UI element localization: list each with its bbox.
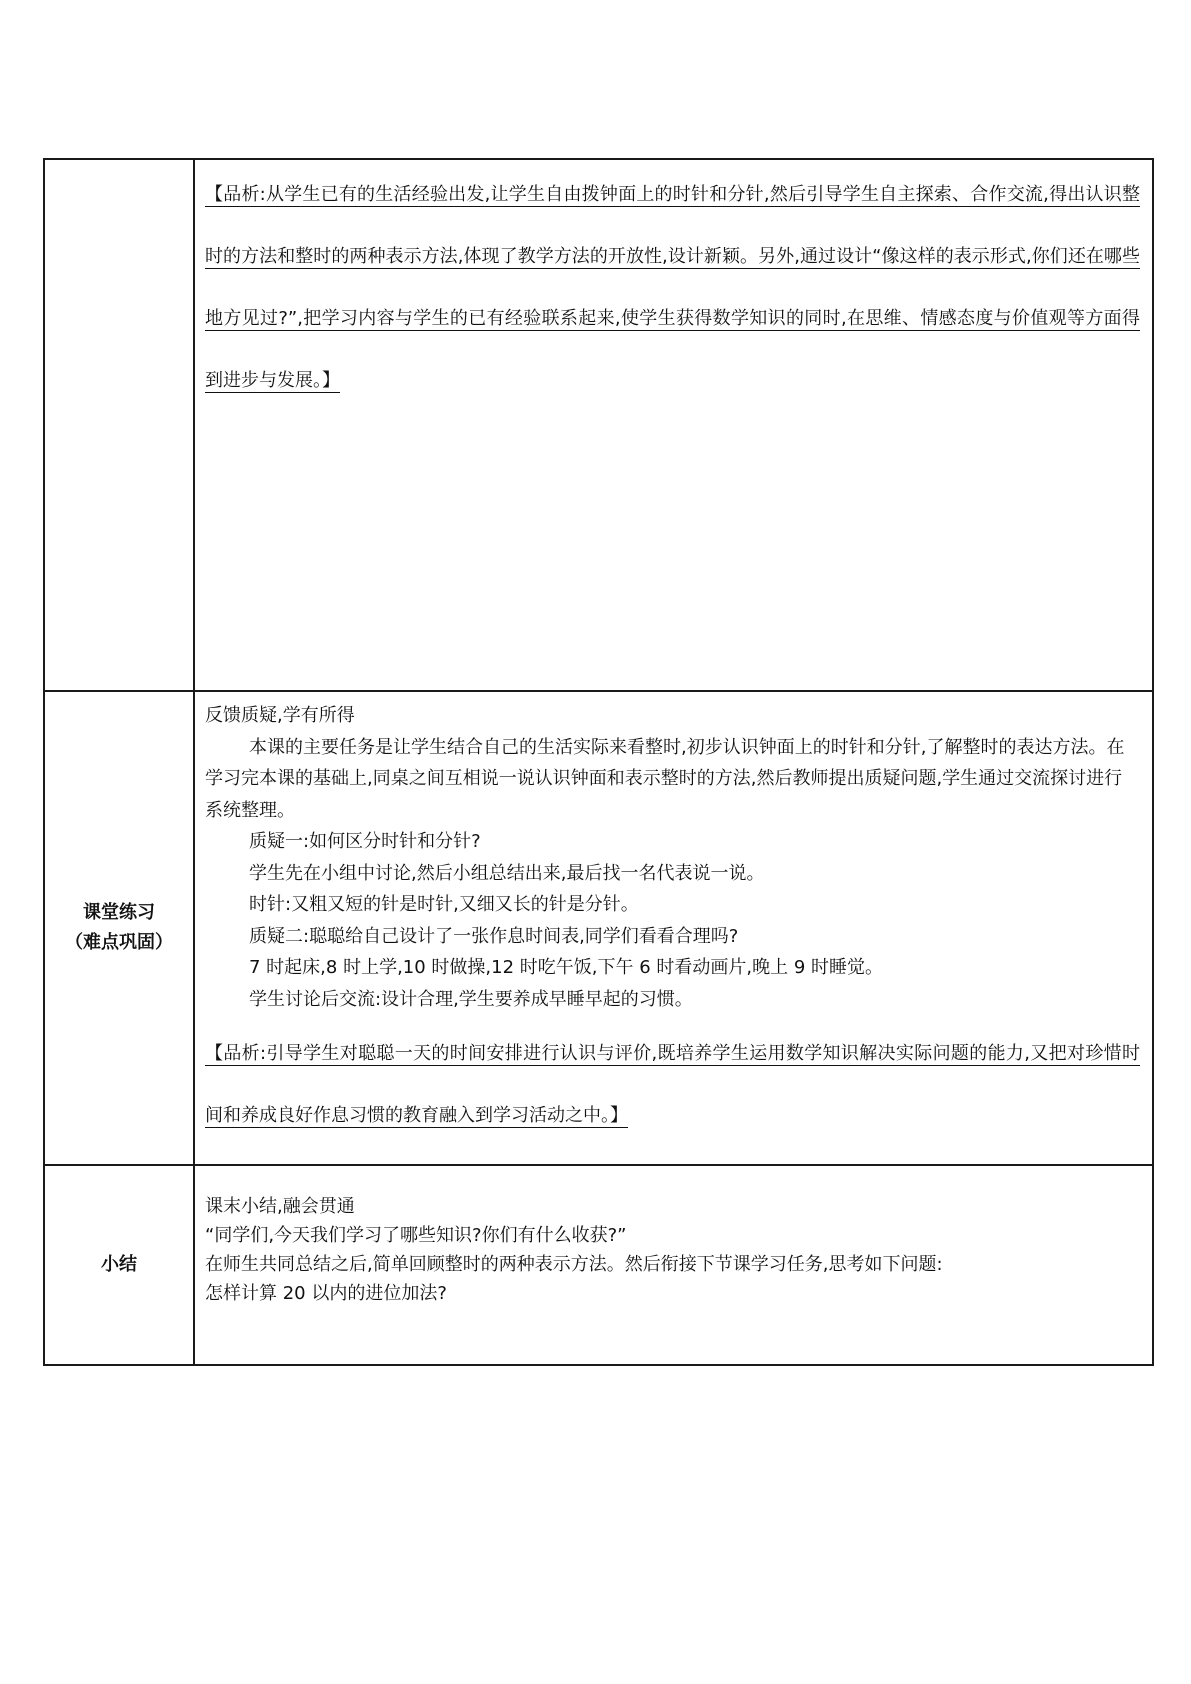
table-row-practice — [44, 691, 1153, 1165]
analysis-note-1: 【品析:从学生已有的生活经验出发,让学生自由拨钟面上的时针和分针,然后引导学生自主探索、合作交流,得出认识整时的方法和整时的两种表示方法,体现了教学方法的开放性,设计新颖。另外,通过设计“像这样的表示形式,你们还在哪些地方见过?”,把学习内容与学生的已有经验联系起来,使学生获得数学知识的同时,在思维、情感态度与价值观等方面得到进步与发展。】 — [205, 184, 1140, 391]
practice-heading: 反馈质疑,学有所得 — [205, 705, 355, 726]
row-label-empty — [44, 159, 194, 691]
summary-review: 在师生共同总结之后,简单回顾整时的两种表示方法。然后衔接下节课学习任务,思考如下问题: — [205, 1254, 943, 1275]
lesson-plan-table — [43, 158, 1154, 1366]
practice-paragraph: 本课的主要任务是让学生结合自己的生活实际来看整时,初步认识钟面上的时针和分针,了解整时的表达方法。在学习完本课的基础上,同桌之间互相说一说认识钟面和表示整时的方法,然后教师提出质疑问题,学生通过交流探讨进行系统整理。 — [205, 736, 1125, 821]
question-1-answer: 时针:又粗又短的针是时针,又细又长的针是分针。 — [249, 894, 639, 915]
row-content-practice — [194, 691, 1153, 1165]
row-content-summary — [194, 1165, 1153, 1365]
summary-heading: 课末小结,融会贯通 — [205, 1196, 355, 1217]
practice-label: 课堂练习 — [83, 902, 155, 923]
question-2-schedule: 7 时起床,8 时上学,10 时做操,12 时吃午饭,下午 6 时看动画片,晚上 9 时睡觉。 — [249, 957, 883, 978]
row-label-practice — [44, 691, 194, 1165]
summary-next-task: 怎样计算 20 以内的进位加法? — [205, 1283, 447, 1304]
practice-sublabel: （难点巩固） — [65, 932, 173, 953]
summary-question: “同学们,今天我们学习了哪些知识?你们有什么收获?” — [205, 1225, 627, 1246]
table-row-continuation — [44, 159, 1153, 691]
table-row-summary — [44, 1165, 1153, 1365]
row-label-summary: 小结 — [44, 1165, 194, 1365]
analysis-note-2: 【品析:引导学生对聪聪一天的时间安排进行认识与评价,既培养学生运用数学知识解决实际问题的能力,又把对珍惜时间和养成良好作息习惯的教育融入到学习活动之中。】 — [205, 1043, 1140, 1126]
question-1: 质疑一:如何区分时针和分针? — [249, 831, 481, 852]
question-2: 质疑二:聪聪给自己设计了一张作息时间表,同学们看看合理吗? — [249, 925, 739, 947]
question-1-discussion: 学生先在小组中讨论,然后小组总结出来,最后找一名代表说一说。 — [249, 862, 765, 884]
row-content-analysis — [194, 159, 1153, 691]
question-2-answer: 学生讨论后交流:设计合理,学生要养成早睡早起的习惯。 — [249, 988, 693, 1010]
